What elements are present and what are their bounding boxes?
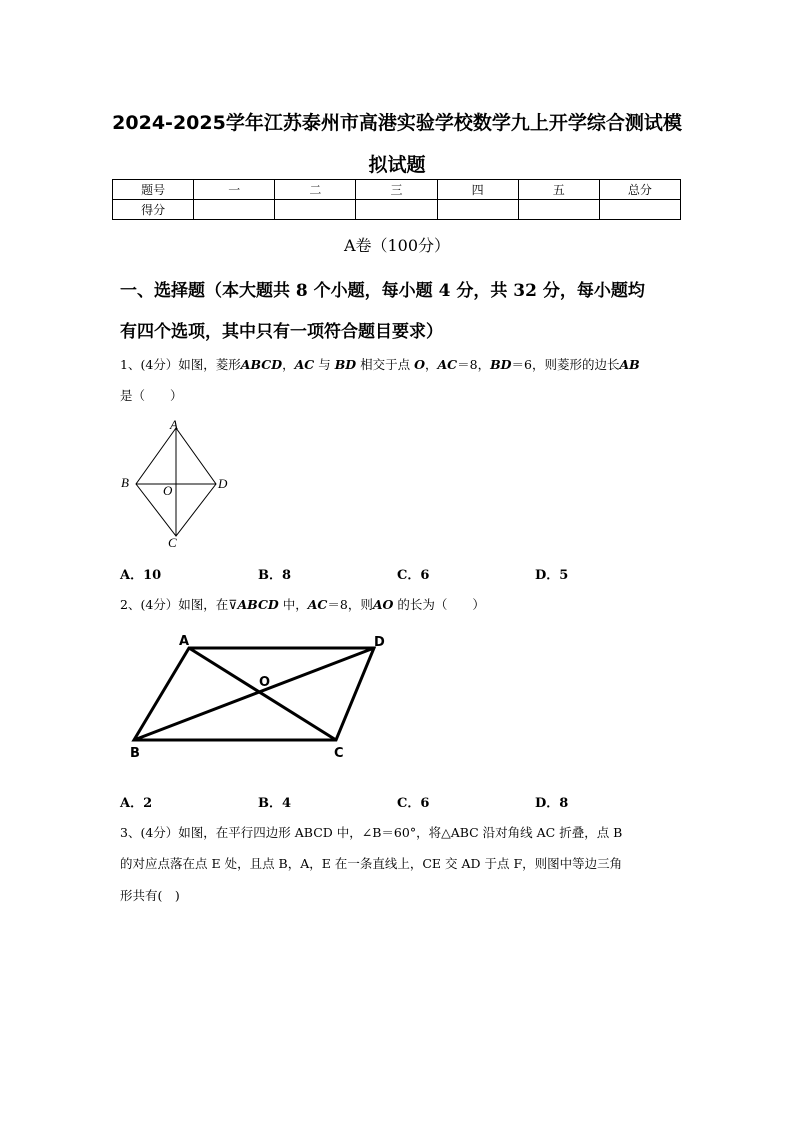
score-table-score-row <box>113 200 681 220</box>
score-cell <box>194 200 275 220</box>
score-row-label: 得分 <box>113 200 194 220</box>
question-1-line-1: 1、(4分）如图，菱形ABCD，AC 与 BD 相交于点 O，AC＝8，BD＝6，则菱形的边长AB <box>120 357 640 372</box>
rhombus-label-b: B <box>121 475 129 490</box>
rhombus-label-d: D <box>218 476 228 491</box>
score-header-cell: 三 <box>356 180 437 200</box>
question-3-line-2: 的对应点落在点 E 处，且点 B，A，E 在一条直线上，CE 交 AD 于点 F，则图中等边三角 <box>120 856 623 871</box>
q2-option-a[interactable]: A．2 <box>120 796 153 811</box>
q1-option-b[interactable]: B．8 <box>258 568 292 583</box>
section-one-heading-line-1: 一、选择题（本大题共 8 个小题，每小题 4 分，共 32 分，每小题均 <box>120 281 645 301</box>
title-line-1: 2024-2025学年江苏泰州市高港实验学校数学九上开学综合测试模 <box>112 112 682 134</box>
score-table <box>112 179 681 220</box>
q1-option-c[interactable]: C．6 <box>397 568 430 583</box>
parallelogram-symbol: ⊽ <box>228 597 238 612</box>
section-a-heading: A卷（100分） <box>343 236 451 255</box>
score-cell <box>275 200 356 220</box>
parallelogram-label-o: O <box>259 675 271 690</box>
question-2-line-1: 2、(4分）如图，在⊽ABCD 中，AC＝8，则AO 的长为（ ） <box>120 597 485 612</box>
score-header-cell: 题号 <box>113 180 194 200</box>
score-header-cell: 二 <box>275 180 356 200</box>
question-3-line-3: 形共有( ) <box>120 888 180 903</box>
parallelogram-label-d: D <box>374 635 385 650</box>
q2-option-d[interactable]: D．8 <box>535 796 569 811</box>
score-cell <box>599 200 680 220</box>
parallelogram-label-b: B <box>130 746 140 761</box>
score-header-cell: 五 <box>518 180 599 200</box>
question-3-line-1: 3、(4分）如图，在平行四边形 ABCD 中，∠B＝60°，将△ABC 沿对角线 AC 折叠，点 B <box>120 825 623 840</box>
score-header-cell: 一 <box>194 180 275 200</box>
rhombus-label-c: C <box>168 535 177 550</box>
q1-option-a[interactable]: A．10 <box>120 568 162 583</box>
q1-option-d[interactable]: D．5 <box>535 568 569 583</box>
q2-option-b[interactable]: B．4 <box>258 796 292 811</box>
score-cell <box>518 200 599 220</box>
parallelogram-label-c: C <box>334 746 344 761</box>
score-header-cell: 总分 <box>599 180 680 200</box>
rhombus-label-o: O <box>163 483 173 498</box>
section-one-heading-line-2: 有四个选项，其中只有一项符合题目要求） <box>120 322 443 342</box>
parallelogram-label-a: A <box>179 634 190 649</box>
q2-option-c[interactable]: C．6 <box>397 796 430 811</box>
title-line-2: 拟试题 <box>368 154 426 176</box>
rhombus-figure <box>118 418 238 548</box>
score-header-cell: 四 <box>437 180 518 200</box>
rhombus-label-a: A <box>170 417 178 432</box>
parallelogram-figure <box>126 630 406 770</box>
score-cell <box>356 200 437 220</box>
score-cell <box>437 200 518 220</box>
question-1-line-2: 是（ ） <box>120 388 183 403</box>
score-table-header-row <box>113 180 681 200</box>
